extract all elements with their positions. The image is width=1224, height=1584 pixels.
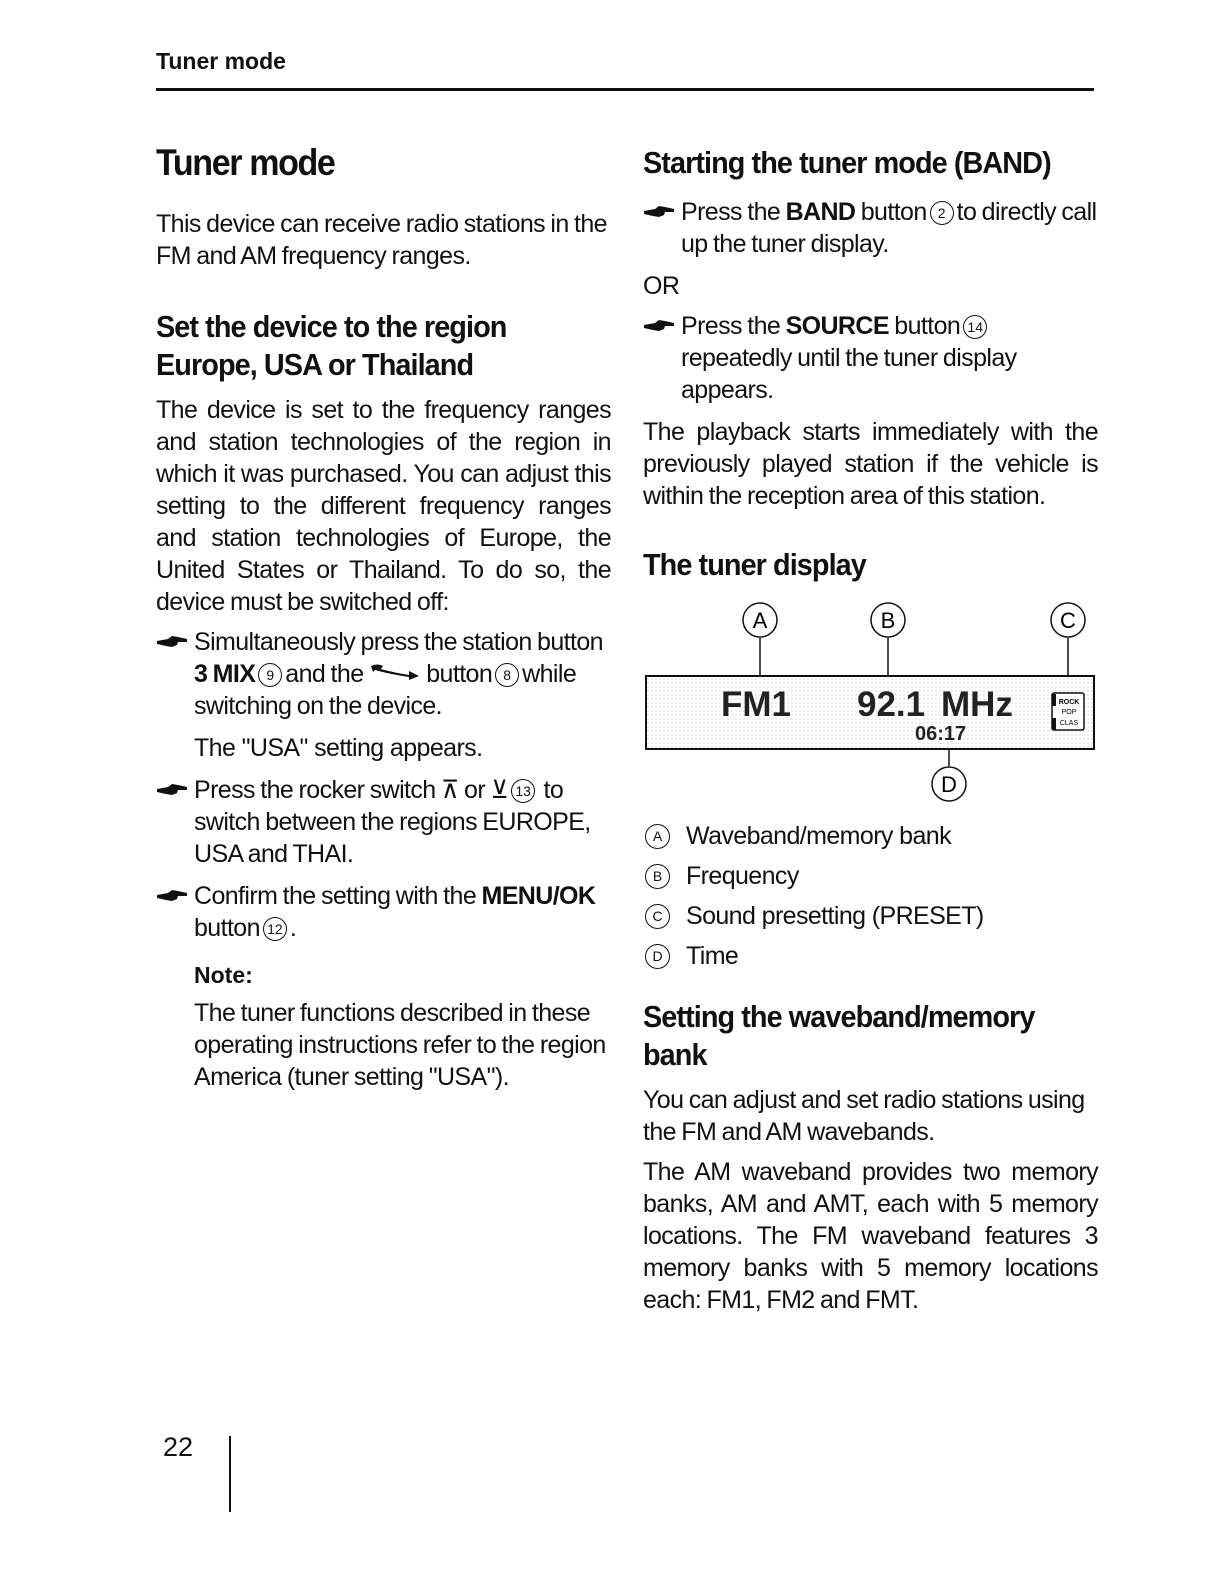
playback-paragraph: The playback starts immediately with the previously played station if the vehicle is within the reception area of this station. — [643, 418, 1098, 510]
mix-button-label: 3 MIX — [194, 660, 256, 688]
region-heading — [156, 308, 579, 384]
pointing-hand-icon — [156, 888, 188, 904]
rocker-down-icon: ⊻ — [490, 776, 509, 804]
callout-2: 2 — [930, 201, 954, 225]
legend-text-a: Waveband/memory bank — [686, 822, 951, 850]
legend-letter-c: C — [645, 904, 670, 929]
pointing-hand-icon — [643, 204, 675, 220]
region-heading-line1: Set the device to the region — [156, 309, 507, 344]
callout-c — [1051, 603, 1085, 637]
legend-item-c — [643, 896, 1098, 936]
pointing-hand-icon — [156, 782, 188, 798]
band-button-label: BAND — [785, 198, 856, 226]
step-press-source — [643, 310, 1098, 406]
step2-tail: to switch between the regions EUROPE, USA and THAI. — [194, 776, 591, 868]
source-button-label: SOURCE — [785, 312, 889, 340]
waveband-heading-line2: bank — [643, 1037, 707, 1072]
step-rocker-switch — [156, 774, 611, 870]
step1-text: Simultaneously press the station button — [194, 628, 603, 656]
intro-paragraph: This device can receive radio stations in the FM and AM frequency ranges. — [156, 210, 607, 270]
svg-text:C: C — [1060, 608, 1076, 633]
running-header: Tuner mode — [156, 48, 286, 74]
band-step1-post: button — [860, 198, 927, 226]
svg-text:D: D — [941, 772, 957, 797]
band-heading: Starting the tuner mode (BAND) — [643, 145, 1051, 180]
note-body: The tuner functions described in these operating instructions refer to the region America (tuner setting "USA"). — [194, 999, 606, 1091]
or-text: OR — [643, 272, 680, 300]
phone-icon — [369, 662, 421, 680]
step-confirm-menu — [156, 880, 611, 944]
waveband-paragraph-1: You can adjust and set radio stations using the FM and AM wavebands. — [643, 1086, 1085, 1146]
display-legend — [643, 816, 1098, 976]
preset-pop: POP — [1061, 709, 1077, 716]
legend-text-c: Sound presetting (PRESET) — [686, 902, 984, 930]
right-column — [643, 140, 1098, 1324]
preset-clas: CLAS — [1059, 720, 1079, 727]
legend-item-d — [643, 936, 1098, 976]
pointing-hand-icon — [643, 318, 675, 334]
sound-preset-icon — [1052, 693, 1084, 730]
waveband-heading — [643, 998, 1066, 1074]
callout-13: 13 — [511, 779, 535, 803]
legend-letter-d: D — [645, 944, 670, 969]
lcd-frequency: 92.1 — [857, 685, 926, 724]
preset-rock: ROCK — [1058, 699, 1080, 706]
svg-text:B: B — [880, 608, 896, 633]
callout-14: 14 — [963, 315, 987, 339]
step-simultaneous-press — [156, 626, 611, 722]
lcd-unit: MHz — [941, 685, 1013, 724]
legend-item-a — [643, 816, 1098, 856]
display-heading: The tuner display — [643, 547, 866, 582]
menu-ok-button-label: MENU/OK — [481, 882, 596, 910]
step3-tail: . — [289, 914, 297, 942]
region-heading-line2: Europe, USA or Thailand — [156, 347, 474, 382]
band-step1-pre: Press the — [681, 198, 781, 226]
legend-item-b — [643, 856, 1098, 896]
step1-mid: and the — [285, 660, 364, 688]
note-title: Note: — [194, 962, 253, 988]
lcd-time: 06:17 — [915, 723, 967, 745]
tuner-display-diagram — [643, 594, 1098, 804]
rocker-up-icon: ⊼ — [440, 776, 459, 804]
legend-letter-a: A — [645, 824, 670, 849]
step3-post: button — [194, 914, 260, 942]
callout-12: 12 — [263, 917, 287, 941]
step1-post: button — [426, 660, 493, 688]
pointing-hand-icon — [156, 634, 188, 650]
step-press-band — [643, 196, 1098, 260]
waveband-heading-line1: Setting the waveband/memory — [643, 999, 1035, 1034]
tuner-display-figure — [643, 594, 1098, 804]
svg-text:A: A — [752, 608, 768, 633]
region-paragraph: The device is set to the frequency ranges and station technologies of the region in which it was purchased. You can adjust this setting to the different frequency ranges and station technologies of Europe, the United States or Thailand. To do so, the device must be switched off: — [156, 396, 611, 616]
page-number: 22 — [163, 1432, 194, 1462]
lcd-band: FM1 — [721, 685, 791, 724]
page-title: Tuner mode — [156, 142, 335, 183]
usa-setting-result: The "USA" setting appears. — [194, 734, 483, 762]
step2-text: Press the rocker switch — [194, 776, 436, 804]
header-rule — [156, 88, 1094, 91]
step1-tail: while switching on the device. — [194, 660, 577, 720]
legend-text-b: Frequency — [686, 862, 799, 890]
source-step-post: button — [894, 312, 961, 340]
callout-a — [743, 603, 777, 637]
source-step-pre: Press the — [681, 312, 781, 340]
left-column — [156, 140, 611, 1093]
callout-9: 9 — [258, 663, 282, 687]
legend-text-d: Time — [686, 942, 739, 970]
legend-letter-b: B — [645, 864, 670, 889]
waveband-paragraph-2: The AM waveband provides two memory banks, AM and AMT, each with 5 memory locations. The FM waveband features 3 memory banks with 5 memory locations each: FM1, FM2 and FMT. — [643, 1158, 1098, 1314]
callout-8: 8 — [495, 663, 519, 687]
callout-d — [932, 767, 966, 801]
band-step1-tail: to directly call up the tuner display. — [681, 198, 1097, 258]
source-step-tail: repeatedly until the tuner display appears. — [681, 344, 1017, 404]
callout-b — [871, 603, 905, 637]
step2-or: or — [464, 776, 486, 804]
step3-text: Confirm the setting with the — [194, 882, 477, 910]
footer-rule — [229, 1436, 231, 1512]
